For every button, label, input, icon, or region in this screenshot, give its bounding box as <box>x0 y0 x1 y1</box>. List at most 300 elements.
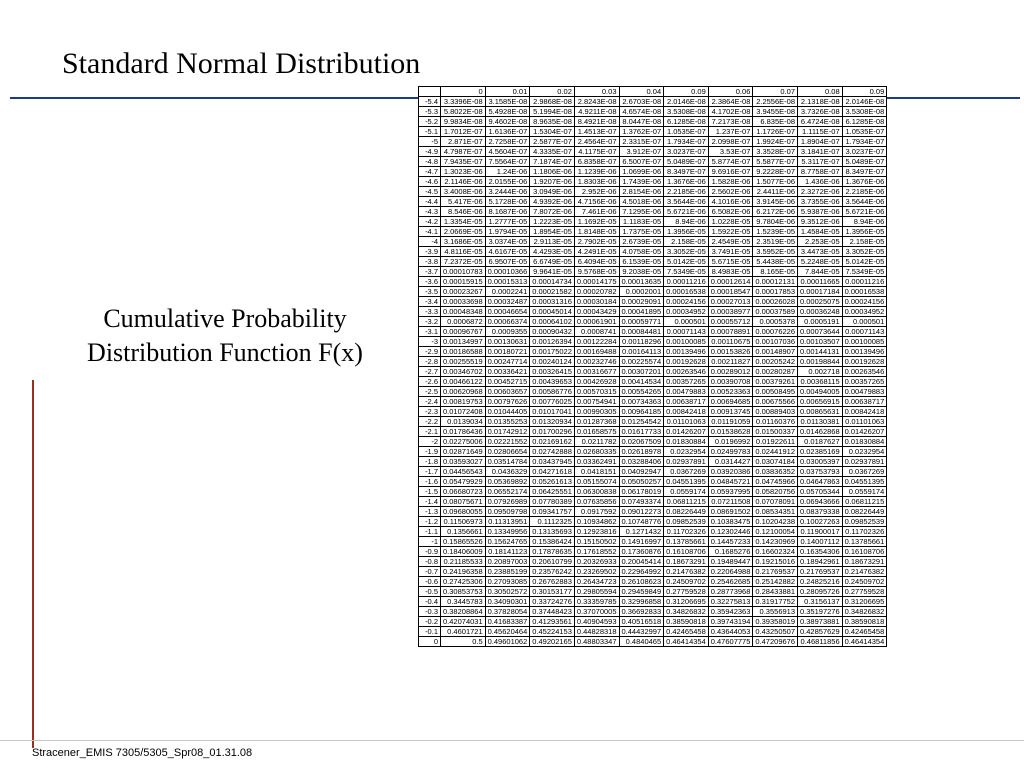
table-cell: 3.0237E-07 <box>842 147 887 157</box>
table-row <box>419 467 887 477</box>
table-cell: 1.7439E-06 <box>619 177 664 187</box>
table-cell: 6.1285E-08 <box>664 117 709 127</box>
table-row <box>419 187 887 197</box>
table-cell: 2.0155E-06 <box>485 177 530 187</box>
table-cell: 0.30153177 <box>530 587 575 597</box>
table-cell: 0.01017041 <box>530 407 575 417</box>
row-header-cell: -1.2 <box>419 517 441 527</box>
row-header-cell: -0.5 <box>419 587 441 597</box>
table-cell: 0.06680723 <box>441 487 486 497</box>
table-cell: 0.30502572 <box>485 587 530 597</box>
table-cell: 2.7902E-05 <box>574 237 619 247</box>
table-cell: 0.35197276 <box>798 607 843 617</box>
table-cell: 0.00046654 <box>485 307 530 317</box>
table-cell: 0.00379261 <box>753 377 798 387</box>
table-cell: 0.0559174 <box>664 487 709 497</box>
table-cell: 0.01044405 <box>485 407 530 417</box>
table-cell: 0.14230969 <box>753 537 798 547</box>
table-row <box>419 497 887 507</box>
table-cell: 7.844E-05 <box>798 267 843 277</box>
table-cell: 0.00130631 <box>485 337 530 347</box>
table-cell: 1.5077E-06 <box>753 177 798 187</box>
table-cell: 0.00100085 <box>664 337 709 347</box>
table-cell: 0.00013635 <box>619 277 664 287</box>
table-cell: 8.0447E-08 <box>619 117 664 127</box>
table-cell: 0.24509702 <box>664 577 709 587</box>
table-cell: 0.35942363 <box>708 607 753 617</box>
row-header-cell: -0.3 <box>419 607 441 617</box>
row-header-cell: -3.5 <box>419 287 441 297</box>
table-cell: 0.02871649 <box>441 447 486 457</box>
row-header-cell: -1.9 <box>419 447 441 457</box>
table-row <box>419 637 887 647</box>
table-cell: 1.9924E-07 <box>753 137 798 147</box>
table-cell: 0.00289012 <box>708 367 753 377</box>
table-cell: 0.06943666 <box>798 497 843 507</box>
table-cell: 0.02742888 <box>530 447 575 457</box>
row-header-cell: -2.7 <box>419 367 441 377</box>
table-cell: 1.1183E-05 <box>619 217 664 227</box>
table-cell: 0.01830884 <box>664 437 709 447</box>
table-cell: 8.4921E-08 <box>574 117 619 127</box>
table-cell: 0.02937891 <box>664 457 709 467</box>
table-cell: 7.461E-06 <box>574 207 619 217</box>
table-cell: 0.18141123 <box>485 547 530 557</box>
table-cell: 0.20045414 <box>619 557 664 567</box>
row-header-cell: -3.2 <box>419 317 441 327</box>
column-header: 0.08 <box>798 87 843 97</box>
table-cell: 2.3864E-08 <box>708 97 753 107</box>
table-cell: 1.7934E-07 <box>664 137 709 147</box>
side-heading <box>40 302 410 370</box>
table-row <box>419 337 887 347</box>
table-cell: 1.1115E-07 <box>798 127 843 137</box>
table-cell: 0.05261613 <box>530 477 575 487</box>
table-cell: 1.7012E-07 <box>441 127 486 137</box>
column-header: 0.09 <box>842 87 887 97</box>
column-header: 0.07 <box>753 87 798 97</box>
table-cell: 0.10383475 <box>708 517 753 527</box>
table-cell: 0.13135693 <box>530 527 575 537</box>
table-cell: 0.41293561 <box>530 617 575 627</box>
table-cell: 0.0314427 <box>708 457 753 467</box>
table-cell: 0.00012614 <box>708 277 753 287</box>
column-header: 0.03 <box>574 87 619 97</box>
table-cell: 3.3528E-07 <box>753 147 798 157</box>
table-row <box>419 417 887 427</box>
table-cell: 9.9641E-05 <box>530 267 575 277</box>
table-cell: 0.02275006 <box>441 437 486 447</box>
table-cell: 0.00754941 <box>574 397 619 407</box>
table-cell: 0.02680335 <box>574 447 619 457</box>
table-cell: 2.7258E-07 <box>485 137 530 147</box>
table-cell: 5.6721E-06 <box>842 207 887 217</box>
row-header-cell: -2 <box>419 437 441 447</box>
table-cell: 0.05050257 <box>619 477 664 487</box>
table-cell: 2.3519E-05 <box>753 237 798 247</box>
table-cell: 7.9435E-07 <box>441 157 486 167</box>
table-row <box>419 377 887 387</box>
table-cell: 0.05705344 <box>798 487 843 497</box>
table-cell: 0.06178019 <box>619 487 664 497</box>
table-cell: 5.0489E-07 <box>842 157 887 167</box>
table-cell: 0.06811215 <box>664 497 709 507</box>
table-cell: 0.00064102 <box>530 317 575 327</box>
table-cell: 0.34826832 <box>664 607 709 617</box>
table-cell: 3.5952E-05 <box>753 247 798 257</box>
table-cell: 1.7375E-05 <box>619 227 664 237</box>
row-header-cell: -4 <box>419 237 441 247</box>
table-cell: 0.49202165 <box>530 637 575 647</box>
row-header-cell: -4.8 <box>419 157 441 167</box>
table-cell: 0.0367269 <box>842 467 887 477</box>
table-cell: 3.3052E-05 <box>842 247 887 257</box>
table-row <box>419 387 887 397</box>
table-row <box>419 227 887 237</box>
table-cell: 0.00198844 <box>798 357 843 367</box>
table-cell: 0.00012131 <box>753 277 798 287</box>
table-cell: 0.00011216 <box>842 277 887 287</box>
table-cell: 0.21476382 <box>842 567 887 577</box>
table-cell: 3.1686E-05 <box>441 237 486 247</box>
table-cell: 0.01462868 <box>798 427 843 437</box>
table-cell: 0.3445783 <box>441 597 486 607</box>
table-cell: 0.21476382 <box>664 567 709 577</box>
table-cell: 6.1539E-05 <box>619 257 664 267</box>
table-row <box>419 327 887 337</box>
table-cell: 0.1112325 <box>530 517 575 527</box>
table-cell: 0.25142882 <box>753 577 798 587</box>
table-cell: 9.7804E-06 <box>753 217 798 227</box>
table-cell: 6.2172E-06 <box>753 207 798 217</box>
table-cell: 0.00048348 <box>441 307 486 317</box>
table-cell: 3.5308E-08 <box>664 107 709 117</box>
table-cell: 0.39358019 <box>753 617 798 627</box>
table-cell: 0.0232954 <box>664 447 709 457</box>
row-header-cell: -0.8 <box>419 557 441 567</box>
table-cell: 3.9455E-08 <box>753 107 798 117</box>
table-cell: 4.7987E-07 <box>441 147 486 157</box>
table-cell: 0.18673291 <box>664 557 709 567</box>
table-cell: 1.3676E-06 <box>842 177 887 187</box>
table-row <box>419 107 887 117</box>
table-cell: 0.08534351 <box>753 507 798 517</box>
table-cell: 1.9207E-06 <box>530 177 575 187</box>
table-cell: 4.6574E-08 <box>619 107 664 117</box>
table-cell: 0.46414354 <box>664 637 709 647</box>
table-cell: 0.01700296 <box>530 427 575 437</box>
table-cell: 0.43644053 <box>708 627 753 637</box>
table-cell: 0.47209676 <box>753 637 798 647</box>
table-cell: 0.00036248 <box>798 307 843 317</box>
table-cell: 0.00045014 <box>530 307 575 317</box>
table-cell: 0.15386424 <box>530 537 575 547</box>
table-row <box>419 587 887 597</box>
table-cell: 5.0142E-05 <box>664 257 709 267</box>
table-cell: 1.8904E-07 <box>798 137 843 147</box>
row-header-cell: -1.1 <box>419 527 441 537</box>
table-cell: 0.03753793 <box>798 467 843 477</box>
table-cell: 3.7355E-06 <box>798 197 843 207</box>
table-cell: 0.26434723 <box>574 577 619 587</box>
table-cell: 9.9834E-08 <box>441 117 486 127</box>
table-cell: 0.04551395 <box>842 477 887 487</box>
table-cell: 0.41683387 <box>485 617 530 627</box>
row-header-cell: -5.1 <box>419 127 441 137</box>
table-cell: 0.11900017 <box>798 527 843 537</box>
table-cell: 8.165E-05 <box>753 267 798 277</box>
table-cell: 5.8022E-08 <box>441 107 486 117</box>
table-cell: 0.24509702 <box>842 577 887 587</box>
table-cell: 0.01658575 <box>574 427 619 437</box>
table-row <box>419 247 887 257</box>
table-cell: 0.08226449 <box>842 507 887 517</box>
table-cell: 0.00118296 <box>619 337 664 347</box>
table-cell: 0.00776025 <box>530 397 575 407</box>
table-cell: 2.2185E-06 <box>842 187 887 197</box>
table-cell: 0.00326415 <box>530 367 575 377</box>
table-cell: 0.27425306 <box>441 577 486 587</box>
table-cell: 0.00122284 <box>574 337 619 347</box>
table-row <box>419 267 887 277</box>
table-cell: 4.5604E-07 <box>485 147 530 157</box>
table-cell: 0.00390708 <box>708 377 753 387</box>
table-cell: 0.00164113 <box>619 347 664 357</box>
table-cell: 0.42857629 <box>798 627 843 637</box>
table-cell: 0.00479883 <box>664 387 709 397</box>
row-header-cell: -3.9 <box>419 247 441 257</box>
table-row <box>419 507 887 517</box>
table-cell: 2.9113E-05 <box>530 237 575 247</box>
table-cell: 0.00020782 <box>574 287 619 297</box>
table-cell: 6.4094E-05 <box>574 257 619 267</box>
table-cell: 0.24196358 <box>441 567 486 577</box>
table-cell: 6.5007E-07 <box>619 157 664 167</box>
table-cell: 0.21769537 <box>798 567 843 577</box>
table-cell: 0.00014175 <box>574 277 619 287</box>
row-header-cell: -0.7 <box>419 567 441 577</box>
table-cell: 0.0002001 <box>619 287 664 297</box>
table-cell: 0.07078091 <box>753 497 798 507</box>
table-cell: 0.16108706 <box>664 547 709 557</box>
table-cell: 0.00027013 <box>708 297 753 307</box>
table-cell: 0.03288406 <box>619 457 664 467</box>
table-cell: 0.26108623 <box>619 577 664 587</box>
table-cell: 0.00175022 <box>530 347 575 357</box>
table-cell: 0.00110675 <box>708 337 753 347</box>
table-cell: 5.8774E-07 <box>708 157 753 167</box>
table-cell: 0.10204238 <box>753 517 798 527</box>
table-cell: 0.00090432 <box>530 327 575 337</box>
table-cell: 0.28095726 <box>798 587 843 597</box>
table-cell: 0.03514784 <box>485 457 530 467</box>
table-cell: 0.0009355 <box>485 327 530 337</box>
table-cell: 0.17360876 <box>619 547 664 557</box>
table-cell: 8.1687E-06 <box>485 207 530 217</box>
table-cell: 0.00024156 <box>842 297 887 307</box>
table-cell: 0.00096767 <box>441 327 486 337</box>
table-row <box>419 177 887 187</box>
table-cell: 0.40516518 <box>619 617 664 627</box>
table-row <box>419 617 887 627</box>
table-cell: 0.01617733 <box>619 427 664 437</box>
table-cell: 0.23269502 <box>574 567 619 577</box>
table-cell: 5.5877E-07 <box>753 157 798 167</box>
row-header-cell: -0.1 <box>419 627 441 637</box>
table-cell: 8.94E-06 <box>664 217 709 227</box>
table-cell: 4.5018E-06 <box>619 197 664 207</box>
table-cell: 0.21769537 <box>753 567 798 577</box>
table-cell: 0.00061901 <box>574 317 619 327</box>
table-cell: 0.05937995 <box>708 487 753 497</box>
table-row <box>419 557 887 567</box>
table-cell: 1.3956E-05 <box>664 227 709 237</box>
table-cell: 0.37828054 <box>485 607 530 617</box>
table-cell: 0.16108706 <box>842 547 887 557</box>
table-cell: 0.01742912 <box>485 427 530 437</box>
table-cell: 0.06811215 <box>842 497 887 507</box>
table-body <box>419 97 887 647</box>
table-cell: 0.0211782 <box>574 437 619 447</box>
table-cell: 5.2248E-05 <box>798 257 843 267</box>
table-cell: 0.15150502 <box>574 537 619 547</box>
table-cell: 0.15865526 <box>441 537 486 547</box>
table-cell: 0.0002241 <box>485 287 530 297</box>
table-cell: 0.01355253 <box>485 417 530 427</box>
table-cell: 0.0436329 <box>485 467 530 477</box>
table-cell: 0.38208864 <box>441 607 486 617</box>
table-cell: 0.07926989 <box>485 497 530 507</box>
table-row <box>419 347 887 357</box>
table-cell: 0.05155074 <box>574 477 619 487</box>
table-cell: 0.00494005 <box>798 387 843 397</box>
table-cell: 4.6167E-05 <box>485 247 530 257</box>
footer-divider <box>0 740 1024 741</box>
table-cell: 1.4513E-07 <box>574 127 619 137</box>
table-cell: 0.00263546 <box>842 367 887 377</box>
table-cell: 0.00017853 <box>753 287 798 297</box>
table-cell: 9.6916E-07 <box>708 167 753 177</box>
table-cell: 0.00205242 <box>753 357 798 367</box>
table-cell: 0.04271618 <box>530 467 575 477</box>
left-accent-line <box>32 380 34 748</box>
table-cell: 4.7156E-06 <box>574 197 619 207</box>
table-cell: 0.24825216 <box>798 577 843 587</box>
row-header-cell: -4.4 <box>419 197 441 207</box>
table-cell: 0.00017184 <box>798 287 843 297</box>
table-cell: 0.00024156 <box>664 297 709 307</box>
table-row <box>419 97 887 107</box>
table-cell: 2.8154E-06 <box>619 187 664 197</box>
row-header-cell: -3.6 <box>419 277 441 287</box>
table-row <box>419 167 887 177</box>
table-cell: 0.0232954 <box>842 447 887 457</box>
table-cell: 0.47607775 <box>708 637 753 647</box>
table-cell: 0.00180721 <box>485 347 530 357</box>
table-cell: 9.2228E-07 <box>753 167 798 177</box>
table-cell: 0.00603657 <box>485 387 530 397</box>
table-row <box>419 597 887 607</box>
table-cell: 3.5644E-06 <box>842 197 887 207</box>
table-cell: 0.00043429 <box>574 307 619 317</box>
table-cell: 3.1585E-08 <box>485 97 530 107</box>
table-row <box>419 297 887 307</box>
table-cell: 3.3052E-05 <box>664 247 709 257</box>
table-cell: 0.00100085 <box>842 337 887 347</box>
table-cell: 0.04092947 <box>619 467 664 477</box>
table-cell: 0.02499783 <box>708 447 753 457</box>
table-cell: 0.42074031 <box>441 617 486 627</box>
table-cell: 0.0559174 <box>842 487 887 497</box>
table-cell: 0.00031316 <box>530 297 575 307</box>
row-header-cell: -4.7 <box>419 167 441 177</box>
table-cell: 7.1295E-06 <box>619 207 664 217</box>
table-row <box>419 577 887 587</box>
row-header-cell: -1.3 <box>419 507 441 517</box>
table-row <box>419 627 887 637</box>
table-cell: 6.6749E-05 <box>530 257 575 267</box>
table-cell: 2.3272E-06 <box>798 187 843 197</box>
row-header-cell: -2.6 <box>419 377 441 387</box>
row-header-cell: -2.9 <box>419 347 441 357</box>
side-heading-line-1: Cumulative Probability <box>103 304 347 333</box>
table-cell: 0.14916997 <box>619 537 664 547</box>
table-cell: 7.1874E-07 <box>530 157 575 167</box>
table-cell: 8.546E-06 <box>441 207 486 217</box>
table-cell: 0.33724276 <box>530 597 575 607</box>
table-cell: 0.00021582 <box>530 287 575 297</box>
table-cell: 0.00016538 <box>842 287 887 297</box>
table-row <box>419 447 887 457</box>
row-header-cell: -5 <box>419 137 441 147</box>
table-cell: 0.1271432 <box>619 527 664 537</box>
column-header: 0 <box>441 87 486 97</box>
table-cell: 0.00439653 <box>530 377 575 387</box>
table-cell: 0.000501 <box>842 317 887 327</box>
table-cell: 0.4601721 <box>441 627 486 637</box>
table-cell: 0.42465458 <box>842 627 887 637</box>
table-cell: 0.00030184 <box>574 297 619 307</box>
table-row <box>419 317 887 327</box>
table-cell: 0.06300838 <box>574 487 619 497</box>
table-cell: 4.1016E-06 <box>708 197 753 207</box>
table-cell: 0.00073644 <box>798 327 843 337</box>
table-cell: 0.00026028 <box>753 297 798 307</box>
table-cell: 0.00508495 <box>753 387 798 397</box>
table-cell: 1.0228E-05 <box>708 217 753 227</box>
table-cell: 0.38590818 <box>842 617 887 627</box>
table-cell: 0.12923816 <box>574 527 619 537</box>
table-cell: 1.1692E-05 <box>574 217 619 227</box>
table-cell: 0.19215016 <box>753 557 798 567</box>
table-cell: 0.00034952 <box>664 307 709 317</box>
table-cell: 5.417E-06 <box>441 197 486 207</box>
table-cell: 0.10748776 <box>619 517 664 527</box>
table-cell: 0.0008741 <box>574 327 619 337</box>
table-cell: 0.45620464 <box>485 627 530 637</box>
table-cell: 0.07780389 <box>530 497 575 507</box>
table-cell: 3.5644E-06 <box>664 197 709 207</box>
table-cell: 1.1239E-06 <box>574 167 619 177</box>
row-header-cell: -2.8 <box>419 357 441 367</box>
table-cell: 4.9211E-08 <box>574 107 619 117</box>
table-cell: 0.05369892 <box>485 477 530 487</box>
table-cell: 0.09012273 <box>619 507 664 517</box>
table-cell: 0.38973881 <box>798 617 843 627</box>
table-cell: 2.5877E-07 <box>530 137 575 147</box>
table-cell: 3.1841E-07 <box>798 147 843 157</box>
table-cell: 0.00041895 <box>619 307 664 317</box>
